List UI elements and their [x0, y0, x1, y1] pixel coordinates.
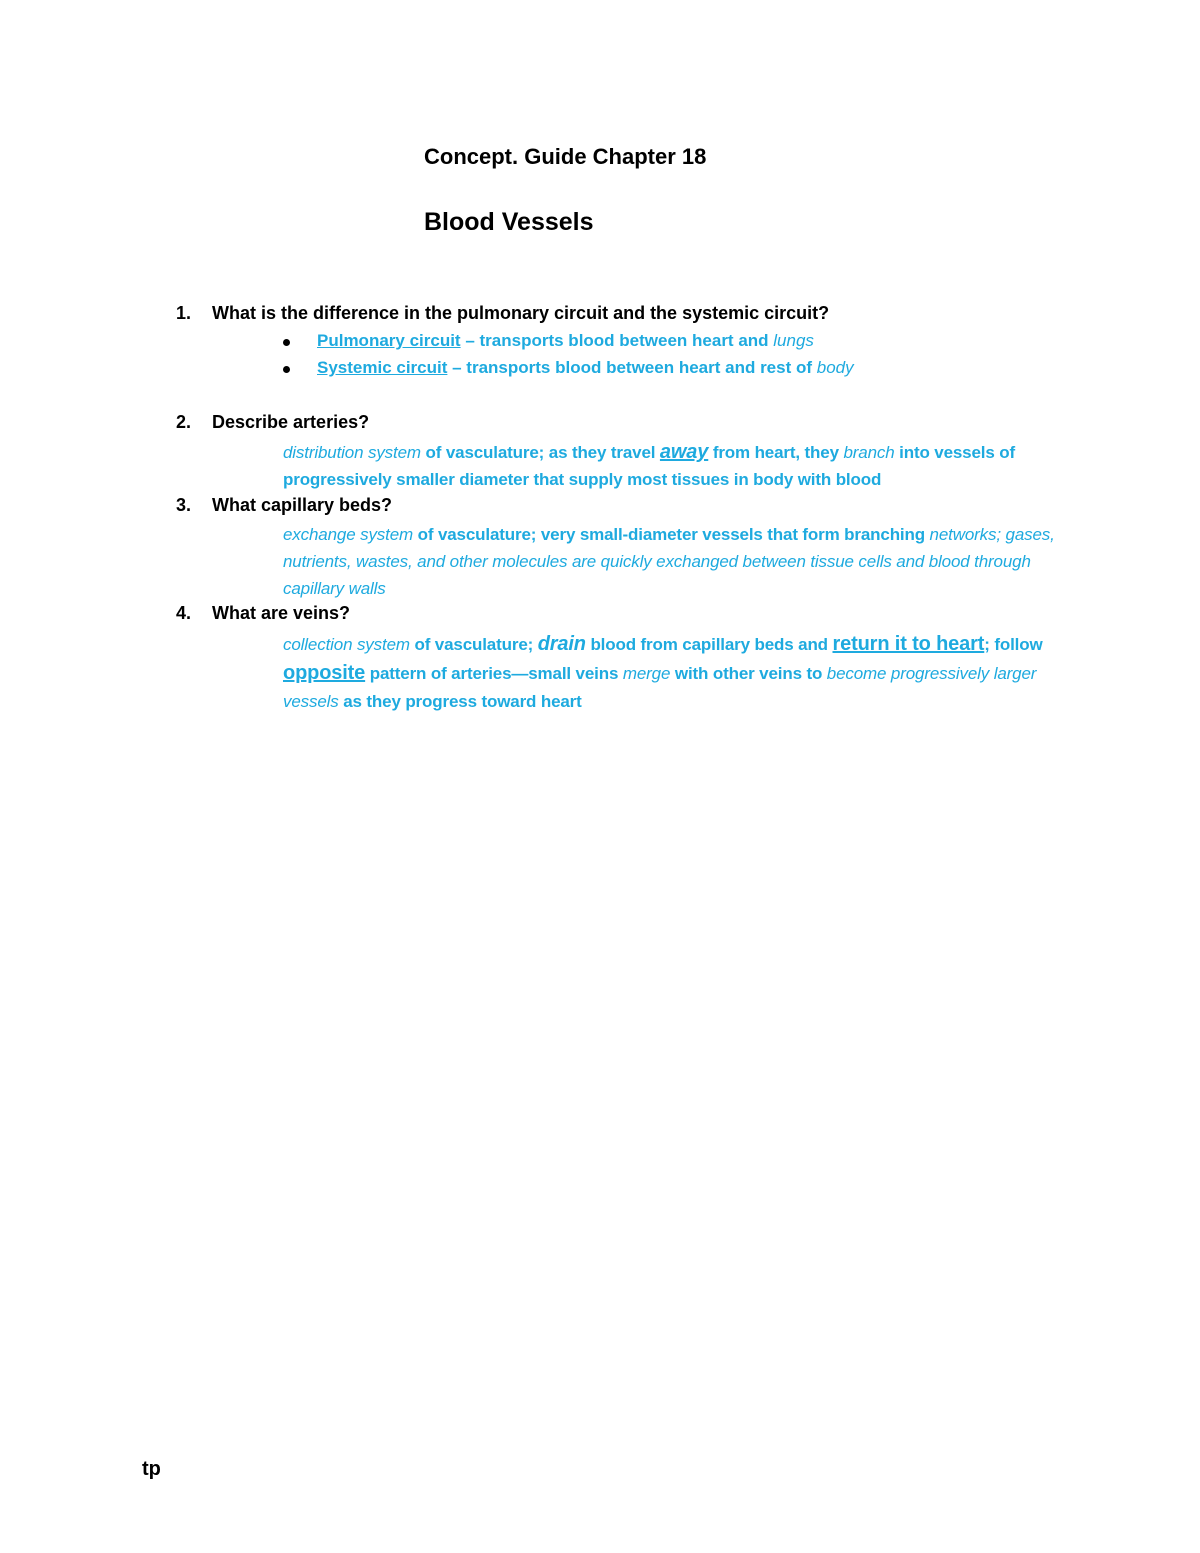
bullet-systemic [281, 358, 854, 378]
page-subtitle: Blood Vessels [424, 208, 594, 236]
answer-text: as they progress toward heart [338, 692, 582, 711]
page-title: Concept. Guide Chapter 18 [424, 144, 707, 169]
answer-text: – transports blood between heart and [460, 331, 774, 350]
answer-text: collection system [283, 635, 410, 654]
answer-text: away [659, 441, 709, 463]
answer-text: body [816, 358, 854, 377]
question-text: What capillary beds? [212, 495, 393, 515]
answer-veins [283, 630, 1063, 716]
term-pulmonary: Pulmonary circuit [317, 331, 461, 350]
question-text: Describe arteries? [212, 412, 370, 432]
answer-capillary-beds [283, 521, 1063, 602]
question-text: What are veins? [212, 603, 351, 623]
question-2 [176, 412, 369, 433]
answer-text: with other veins to [670, 664, 827, 683]
bullet-icon [283, 339, 290, 346]
answer-text: from heart, they [708, 443, 844, 462]
footer-mark: tp [142, 1458, 161, 1480]
answer-text: exchange system [283, 525, 414, 544]
answer-text: networks; gases, nutrients, wastes, and other molecules are quickly exchanged between tissue cells and blood through capillary walls [283, 525, 1055, 598]
answer-text: – transports blood between heart and rest of [447, 358, 817, 377]
answer-text: distribution system [283, 443, 421, 462]
question-1 [176, 303, 829, 324]
question-3 [176, 495, 392, 516]
answer-arteries [283, 439, 1063, 493]
question-number: 1. [176, 303, 192, 323]
answer-text: pattern of arteries—small veins [365, 664, 623, 683]
question-4 [176, 603, 350, 624]
answer-text: ; follow [984, 635, 1043, 654]
answer-text: become progressively larger vessels [283, 664, 1037, 711]
question-number: 2. [176, 412, 192, 432]
answer-text: into vessels of progressively smaller diameter that supply most tissues in body with blood [283, 443, 1015, 489]
answer-text: drain [537, 633, 586, 655]
question-text: What is the difference in the pulmonary circuit and the systemic circuit? [212, 303, 830, 323]
answer-text: of vasculature; [409, 635, 538, 654]
question-number: 3. [176, 495, 192, 515]
answer-text: of vasculature; as they travel [420, 443, 660, 462]
bullet-pulmonary [281, 331, 814, 351]
answer-text: lungs [773, 331, 814, 350]
answer-text: opposite [283, 662, 366, 684]
answer-text: merge [622, 664, 671, 683]
answer-text: return it to heart [832, 633, 985, 655]
bullet-icon [283, 366, 290, 373]
answer-text: of vasculature; very small-diameter vessels that form branching [413, 525, 930, 544]
answer-text: blood from capillary beds and [585, 635, 833, 654]
question-number: 4. [176, 603, 192, 623]
term-systemic: Systemic circuit [317, 358, 448, 377]
answer-text: branch [843, 443, 895, 462]
